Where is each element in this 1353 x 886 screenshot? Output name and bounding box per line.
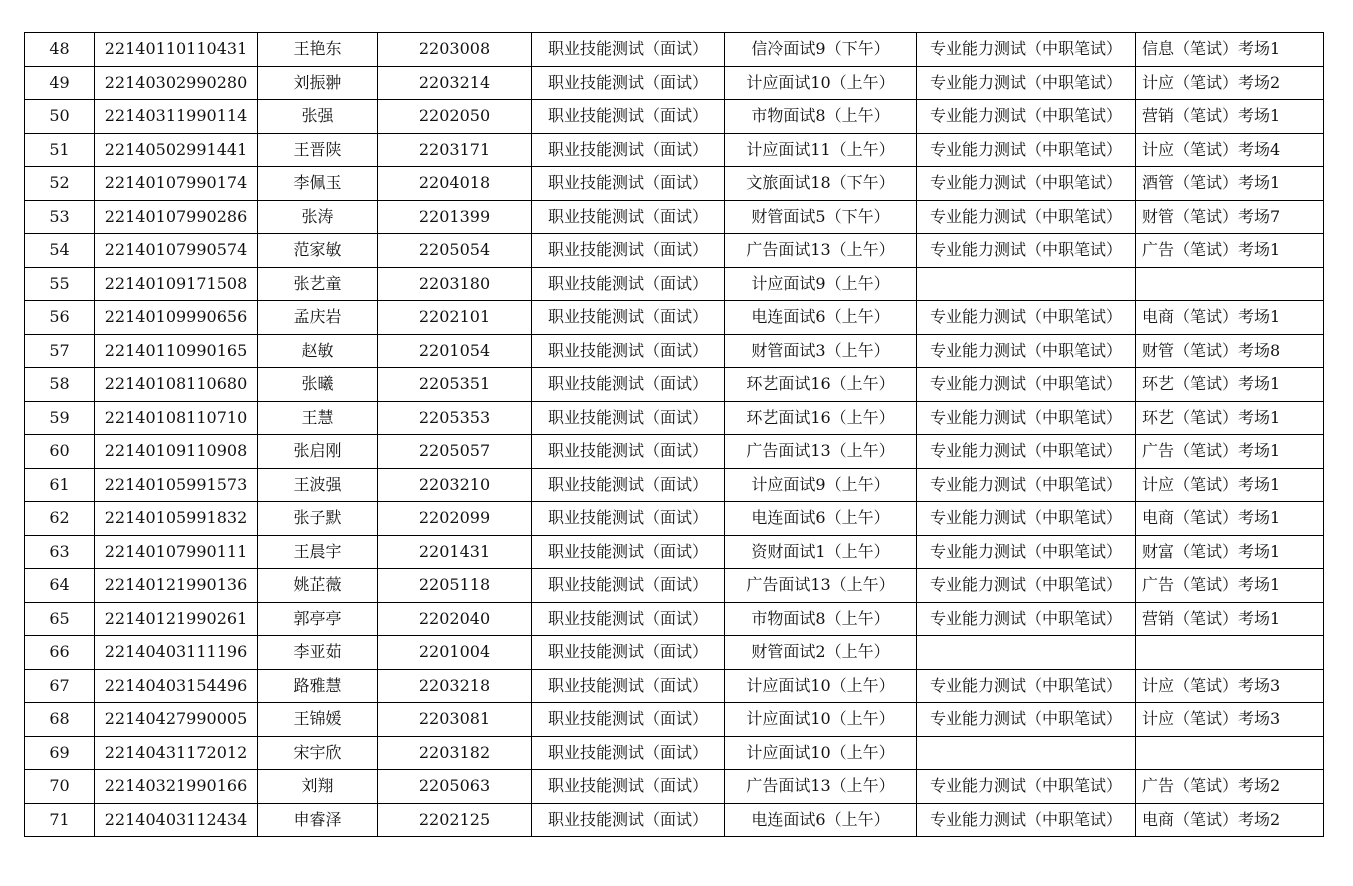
exam-id-cell: 22140431172012 [95, 736, 258, 770]
written-room-cell: 广告（笔试）考场1 [1136, 435, 1324, 469]
table-row [25, 66, 1324, 100]
table-row [25, 736, 1324, 770]
written-test-cell: 专业能力测试（中职笔试） [917, 234, 1136, 268]
interview-session-cell: 信冷面试9（下午） [725, 33, 917, 67]
interview-session-cell: 市物面试8（上午） [725, 602, 917, 636]
exam-id-cell: 22140427990005 [95, 703, 258, 737]
interview-session-cell: 环艺面试16（上午） [725, 368, 917, 402]
exam-id-cell: 22140107990286 [95, 200, 258, 234]
written-test-cell: 专业能力测试（中职笔试） [917, 401, 1136, 435]
written-room-cell: 环艺（笔试）考场1 [1136, 401, 1324, 435]
candidate-number-cell: 2202040 [378, 602, 532, 636]
table-row [25, 468, 1324, 502]
table-row [25, 636, 1324, 670]
candidate-number-cell: 2201004 [378, 636, 532, 670]
written-test-cell: 专业能力测试（中职笔试） [917, 535, 1136, 569]
table-row [25, 100, 1324, 134]
table-row [25, 234, 1324, 268]
interview-test-cell: 职业技能测试（面试） [532, 301, 725, 335]
interview-test-cell: 职业技能测试（面试） [532, 267, 725, 301]
name-cell: 王慧 [258, 401, 378, 435]
written-room-cell: 广告（笔试）考场2 [1136, 770, 1324, 804]
written-room-cell: 财管（笔试）考场8 [1136, 334, 1324, 368]
exam-id-cell: 22140105991573 [95, 468, 258, 502]
interview-test-cell: 职业技能测试（面试） [532, 334, 725, 368]
name-cell: 张启刚 [258, 435, 378, 469]
written-room-cell: 营销（笔试）考场1 [1136, 602, 1324, 636]
name-cell: 张曦 [258, 368, 378, 402]
table-row [25, 167, 1324, 201]
seq-number-cell: 69 [25, 736, 95, 770]
interview-session-cell: 电连面试6（上午） [725, 301, 917, 335]
written-room-cell: 信息（笔试）考场1 [1136, 33, 1324, 67]
interview-test-cell: 职业技能测试（面试） [532, 66, 725, 100]
seq-number-cell: 52 [25, 167, 95, 201]
exam-id-cell: 22140107990174 [95, 167, 258, 201]
candidate-number-cell: 2202101 [378, 301, 532, 335]
exam-id-cell: 22140502991441 [95, 133, 258, 167]
exam-id-cell: 22140302990280 [95, 66, 258, 100]
name-cell: 刘振翀 [258, 66, 378, 100]
exam-id-cell: 22140109110908 [95, 435, 258, 469]
written-room-cell: 电商（笔试）考场1 [1136, 502, 1324, 536]
written-room-cell: 酒管（笔试）考场1 [1136, 167, 1324, 201]
interview-session-cell: 计应面试10（上午） [725, 669, 917, 703]
written-test-cell: 专业能力测试（中职笔试） [917, 200, 1136, 234]
written-room-cell: 财管（笔试）考场7 [1136, 200, 1324, 234]
interview-test-cell: 职业技能测试（面试） [532, 133, 725, 167]
interview-session-cell: 计应面试11（上午） [725, 133, 917, 167]
candidate-number-cell: 2205063 [378, 770, 532, 804]
name-cell: 李亚茹 [258, 636, 378, 670]
exam-id-cell: 22140105991832 [95, 502, 258, 536]
interview-test-cell: 职业技能测试（面试） [532, 736, 725, 770]
name-cell: 王波强 [258, 468, 378, 502]
written-test-cell: 专业能力测试（中职笔试） [917, 133, 1136, 167]
interview-test-cell: 职业技能测试（面试） [532, 803, 725, 837]
exam-id-cell: 22140109990656 [95, 301, 258, 335]
table-row [25, 435, 1324, 469]
candidate-number-cell: 2201399 [378, 200, 532, 234]
seq-number-cell: 62 [25, 502, 95, 536]
interview-session-cell: 电连面试6（上午） [725, 803, 917, 837]
seq-number-cell: 67 [25, 669, 95, 703]
table-row [25, 334, 1324, 368]
written-room-cell: 广告（笔试）考场1 [1136, 569, 1324, 603]
written-room-cell: 计应（笔试）考场2 [1136, 66, 1324, 100]
seq-number-cell: 49 [25, 66, 95, 100]
name-cell: 刘翔 [258, 770, 378, 804]
written-test-cell: 专业能力测试（中职笔试） [917, 167, 1136, 201]
exam-id-cell: 22140321990166 [95, 770, 258, 804]
exam-id-cell: 22140108110680 [95, 368, 258, 402]
interview-session-cell: 计应面试10（上午） [725, 66, 917, 100]
interview-test-cell: 职业技能测试（面试） [532, 234, 725, 268]
interview-session-cell: 计应面试9（上午） [725, 267, 917, 301]
seq-number-cell: 59 [25, 401, 95, 435]
written-test-cell [917, 736, 1136, 770]
written-test-cell: 专业能力测试（中职笔试） [917, 66, 1136, 100]
seq-number-cell: 50 [25, 100, 95, 134]
exam-id-cell: 22140121990136 [95, 569, 258, 603]
candidate-number-cell: 2203008 [378, 33, 532, 67]
interview-session-cell: 广告面试13（上午） [725, 435, 917, 469]
written-room-cell: 计应（笔试）考场3 [1136, 703, 1324, 737]
exam-id-cell: 22140311990114 [95, 100, 258, 134]
candidate-number-cell: 2202050 [378, 100, 532, 134]
written-test-cell [917, 636, 1136, 670]
candidate-number-cell: 2205353 [378, 401, 532, 435]
written-test-cell: 专业能力测试（中职笔试） [917, 703, 1136, 737]
table-row [25, 602, 1324, 636]
exam-id-cell: 22140403111196 [95, 636, 258, 670]
name-cell: 王晋陕 [258, 133, 378, 167]
written-room-cell [1136, 267, 1324, 301]
exam-id-cell: 22140121990261 [95, 602, 258, 636]
written-test-cell: 专业能力测试（中职笔试） [917, 33, 1136, 67]
candidate-number-cell: 2203180 [378, 267, 532, 301]
interview-session-cell: 市物面试8（上午） [725, 100, 917, 134]
written-room-cell: 财富（笔试）考场1 [1136, 535, 1324, 569]
table-row [25, 401, 1324, 435]
interview-test-cell: 职业技能测试（面试） [532, 368, 725, 402]
seq-number-cell: 48 [25, 33, 95, 67]
candidate-number-cell: 2203182 [378, 736, 532, 770]
seq-number-cell: 54 [25, 234, 95, 268]
interview-session-cell: 广告面试13（上午） [725, 770, 917, 804]
interview-test-cell: 职业技能测试（面试） [532, 703, 725, 737]
written-room-cell [1136, 736, 1324, 770]
written-room-cell: 计应（笔试）考场3 [1136, 669, 1324, 703]
exam-id-cell: 22140403154496 [95, 669, 258, 703]
written-room-cell: 电商（笔试）考场1 [1136, 301, 1324, 335]
name-cell: 王晨宇 [258, 535, 378, 569]
interview-test-cell: 职业技能测试（面试） [532, 200, 725, 234]
candidate-number-cell: 2203171 [378, 133, 532, 167]
seq-number-cell: 66 [25, 636, 95, 670]
exam-id-cell: 22140108110710 [95, 401, 258, 435]
seq-number-cell: 71 [25, 803, 95, 837]
written-test-cell: 专业能力测试（中职笔试） [917, 803, 1136, 837]
interview-test-cell: 职业技能测试（面试） [532, 33, 725, 67]
written-test-cell: 专业能力测试（中职笔试） [917, 301, 1136, 335]
interview-session-cell: 计应面试10（上午） [725, 736, 917, 770]
seq-number-cell: 63 [25, 535, 95, 569]
table-row [25, 368, 1324, 402]
exam-schedule-table [24, 32, 1324, 837]
exam-id-cell: 22140109171508 [95, 267, 258, 301]
interview-test-cell: 职业技能测试（面试） [532, 770, 725, 804]
name-cell: 张艺童 [258, 267, 378, 301]
name-cell: 赵敏 [258, 334, 378, 368]
name-cell: 王锦媛 [258, 703, 378, 737]
interview-test-cell: 职业技能测试（面试） [532, 401, 725, 435]
name-cell: 姚芷薇 [258, 569, 378, 603]
interview-session-cell: 环艺面试16（上午） [725, 401, 917, 435]
candidate-number-cell: 2204018 [378, 167, 532, 201]
interview-session-cell: 资财面试1（上午） [725, 535, 917, 569]
written-room-cell: 广告（笔试）考场1 [1136, 234, 1324, 268]
candidate-number-cell: 2205351 [378, 368, 532, 402]
written-test-cell: 专业能力测试（中职笔试） [917, 100, 1136, 134]
seq-number-cell: 51 [25, 133, 95, 167]
seq-number-cell: 64 [25, 569, 95, 603]
name-cell: 范家敏 [258, 234, 378, 268]
candidate-number-cell: 2202099 [378, 502, 532, 536]
table-row [25, 502, 1324, 536]
seq-number-cell: 65 [25, 602, 95, 636]
interview-test-cell: 职业技能测试（面试） [532, 502, 725, 536]
interview-session-cell: 财管面试3（上午） [725, 334, 917, 368]
name-cell: 张涛 [258, 200, 378, 234]
name-cell: 张子默 [258, 502, 378, 536]
interview-test-cell: 职业技能测试（面试） [532, 669, 725, 703]
written-test-cell: 专业能力测试（中职笔试） [917, 368, 1136, 402]
exam-id-cell: 22140107990574 [95, 234, 258, 268]
candidate-number-cell: 2201054 [378, 334, 532, 368]
table-row [25, 133, 1324, 167]
written-test-cell: 专业能力测试（中职笔试） [917, 770, 1136, 804]
exam-id-cell: 22140403112434 [95, 803, 258, 837]
interview-session-cell: 电连面试6（上午） [725, 502, 917, 536]
interview-test-cell: 职业技能测试（面试） [532, 468, 725, 502]
candidate-number-cell: 2203218 [378, 669, 532, 703]
interview-test-cell: 职业技能测试（面试） [532, 602, 725, 636]
interview-test-cell: 职业技能测试（面试） [532, 569, 725, 603]
written-test-cell [917, 267, 1136, 301]
interview-session-cell: 计应面试10（上午） [725, 703, 917, 737]
name-cell: 孟庆岩 [258, 301, 378, 335]
written-test-cell: 专业能力测试（中职笔试） [917, 569, 1136, 603]
written-room-cell: 环艺（笔试）考场1 [1136, 368, 1324, 402]
candidate-number-cell: 2203210 [378, 468, 532, 502]
written-test-cell: 专业能力测试（中职笔试） [917, 602, 1136, 636]
seq-number-cell: 60 [25, 435, 95, 469]
table-row [25, 770, 1324, 804]
written-test-cell: 专业能力测试（中职笔试） [917, 669, 1136, 703]
name-cell: 路雅慧 [258, 669, 378, 703]
table-row [25, 33, 1324, 67]
candidate-number-cell: 2202125 [378, 803, 532, 837]
candidate-number-cell: 2205118 [378, 569, 532, 603]
exam-id-cell: 22140110110431 [95, 33, 258, 67]
interview-test-cell: 职业技能测试（面试） [532, 435, 725, 469]
written-room-cell: 计应（笔试）考场1 [1136, 468, 1324, 502]
table-row [25, 803, 1324, 837]
interview-test-cell: 职业技能测试（面试） [532, 636, 725, 670]
candidate-number-cell: 2203081 [378, 703, 532, 737]
exam-id-cell: 22140107990111 [95, 535, 258, 569]
name-cell: 李佩玉 [258, 167, 378, 201]
written-room-cell [1136, 636, 1324, 670]
interview-test-cell: 职业技能测试（面试） [532, 535, 725, 569]
seq-number-cell: 70 [25, 770, 95, 804]
written-room-cell: 营销（笔试）考场1 [1136, 100, 1324, 134]
name-cell: 宋宇欣 [258, 736, 378, 770]
seq-number-cell: 68 [25, 703, 95, 737]
seq-number-cell: 57 [25, 334, 95, 368]
interview-session-cell: 财管面试5（下午） [725, 200, 917, 234]
candidate-number-cell: 2203214 [378, 66, 532, 100]
seq-number-cell: 55 [25, 267, 95, 301]
written-room-cell: 电商（笔试）考场2 [1136, 803, 1324, 837]
candidate-number-cell: 2205054 [378, 234, 532, 268]
seq-number-cell: 53 [25, 200, 95, 234]
table-row [25, 267, 1324, 301]
exam-id-cell: 22140110990165 [95, 334, 258, 368]
interview-session-cell: 广告面试13（上午） [725, 234, 917, 268]
interview-session-cell: 广告面试13（上午） [725, 569, 917, 603]
written-test-cell: 专业能力测试（中职笔试） [917, 502, 1136, 536]
table-row [25, 669, 1324, 703]
candidate-number-cell: 2201431 [378, 535, 532, 569]
written-room-cell: 计应（笔试）考场4 [1136, 133, 1324, 167]
seq-number-cell: 61 [25, 468, 95, 502]
name-cell: 申睿泽 [258, 803, 378, 837]
interview-session-cell: 计应面试9（上午） [725, 468, 917, 502]
interview-session-cell: 财管面试2（上午） [725, 636, 917, 670]
seq-number-cell: 58 [25, 368, 95, 402]
table-row [25, 569, 1324, 603]
written-test-cell: 专业能力测试（中职笔试） [917, 435, 1136, 469]
table-row [25, 200, 1324, 234]
written-test-cell: 专业能力测试（中职笔试） [917, 468, 1136, 502]
name-cell: 郭亭亭 [258, 602, 378, 636]
interview-test-cell: 职业技能测试（面试） [532, 100, 725, 134]
name-cell: 王艳东 [258, 33, 378, 67]
table-row [25, 301, 1324, 335]
table-body [25, 33, 1324, 837]
seq-number-cell: 56 [25, 301, 95, 335]
interview-session-cell: 文旅面试18（下午） [725, 167, 917, 201]
table-row [25, 703, 1324, 737]
interview-test-cell: 职业技能测试（面试） [532, 167, 725, 201]
written-test-cell: 专业能力测试（中职笔试） [917, 334, 1136, 368]
candidate-number-cell: 2205057 [378, 435, 532, 469]
name-cell: 张强 [258, 100, 378, 134]
table-row [25, 535, 1324, 569]
